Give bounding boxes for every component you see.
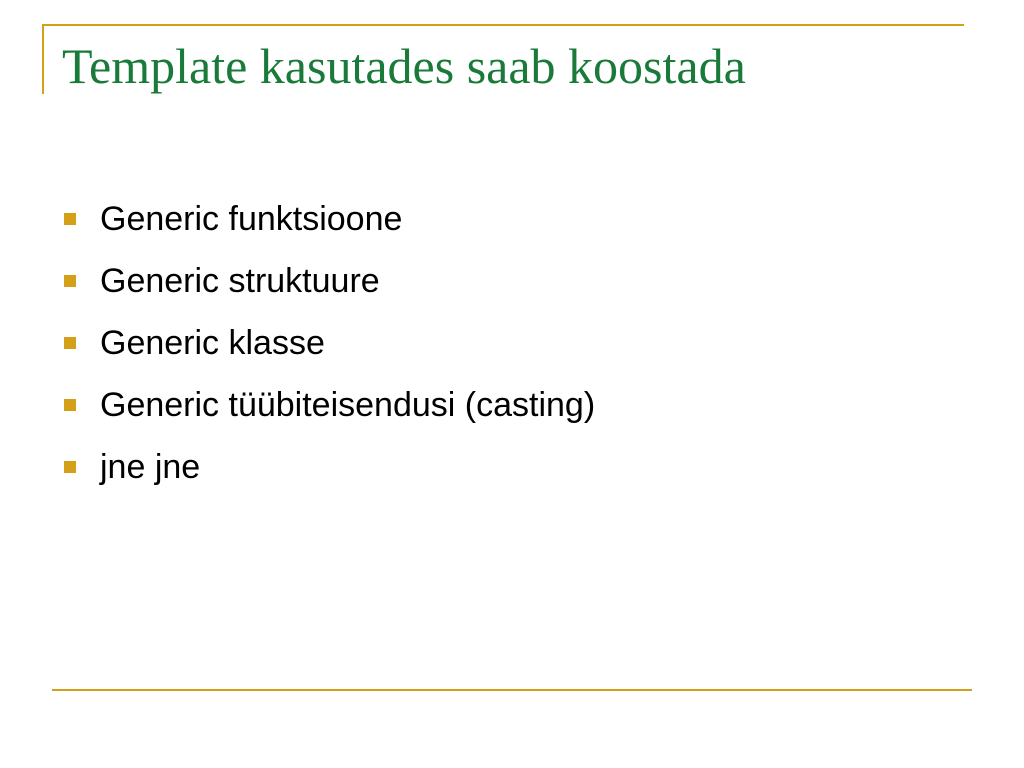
slide-title: Template kasutades saab koostada [62, 38, 746, 94]
bullet-text: Generic klasse [100, 323, 325, 362]
bullet-item [64, 312, 595, 374]
square-bullet-icon [64, 461, 76, 473]
bottom-accent-line [52, 689, 972, 691]
bullet-text: jne jne [100, 447, 201, 486]
top-accent-line [42, 24, 964, 26]
bullet-text: Generic tüübiteisendusi (casting) [100, 385, 596, 424]
bullet-item [64, 188, 595, 250]
bullet-text: Generic funktsioone [100, 199, 403, 238]
square-bullet-icon [64, 337, 76, 349]
bullet-text: Generic struktuure [100, 261, 380, 300]
square-bullet-icon [64, 275, 76, 287]
square-bullet-icon [64, 399, 76, 411]
bullet-item [64, 250, 595, 312]
square-bullet-icon [64, 213, 76, 225]
bullet-list [64, 188, 595, 498]
bullet-item [64, 436, 595, 498]
left-accent-line [42, 24, 44, 94]
bullet-item [64, 374, 595, 436]
